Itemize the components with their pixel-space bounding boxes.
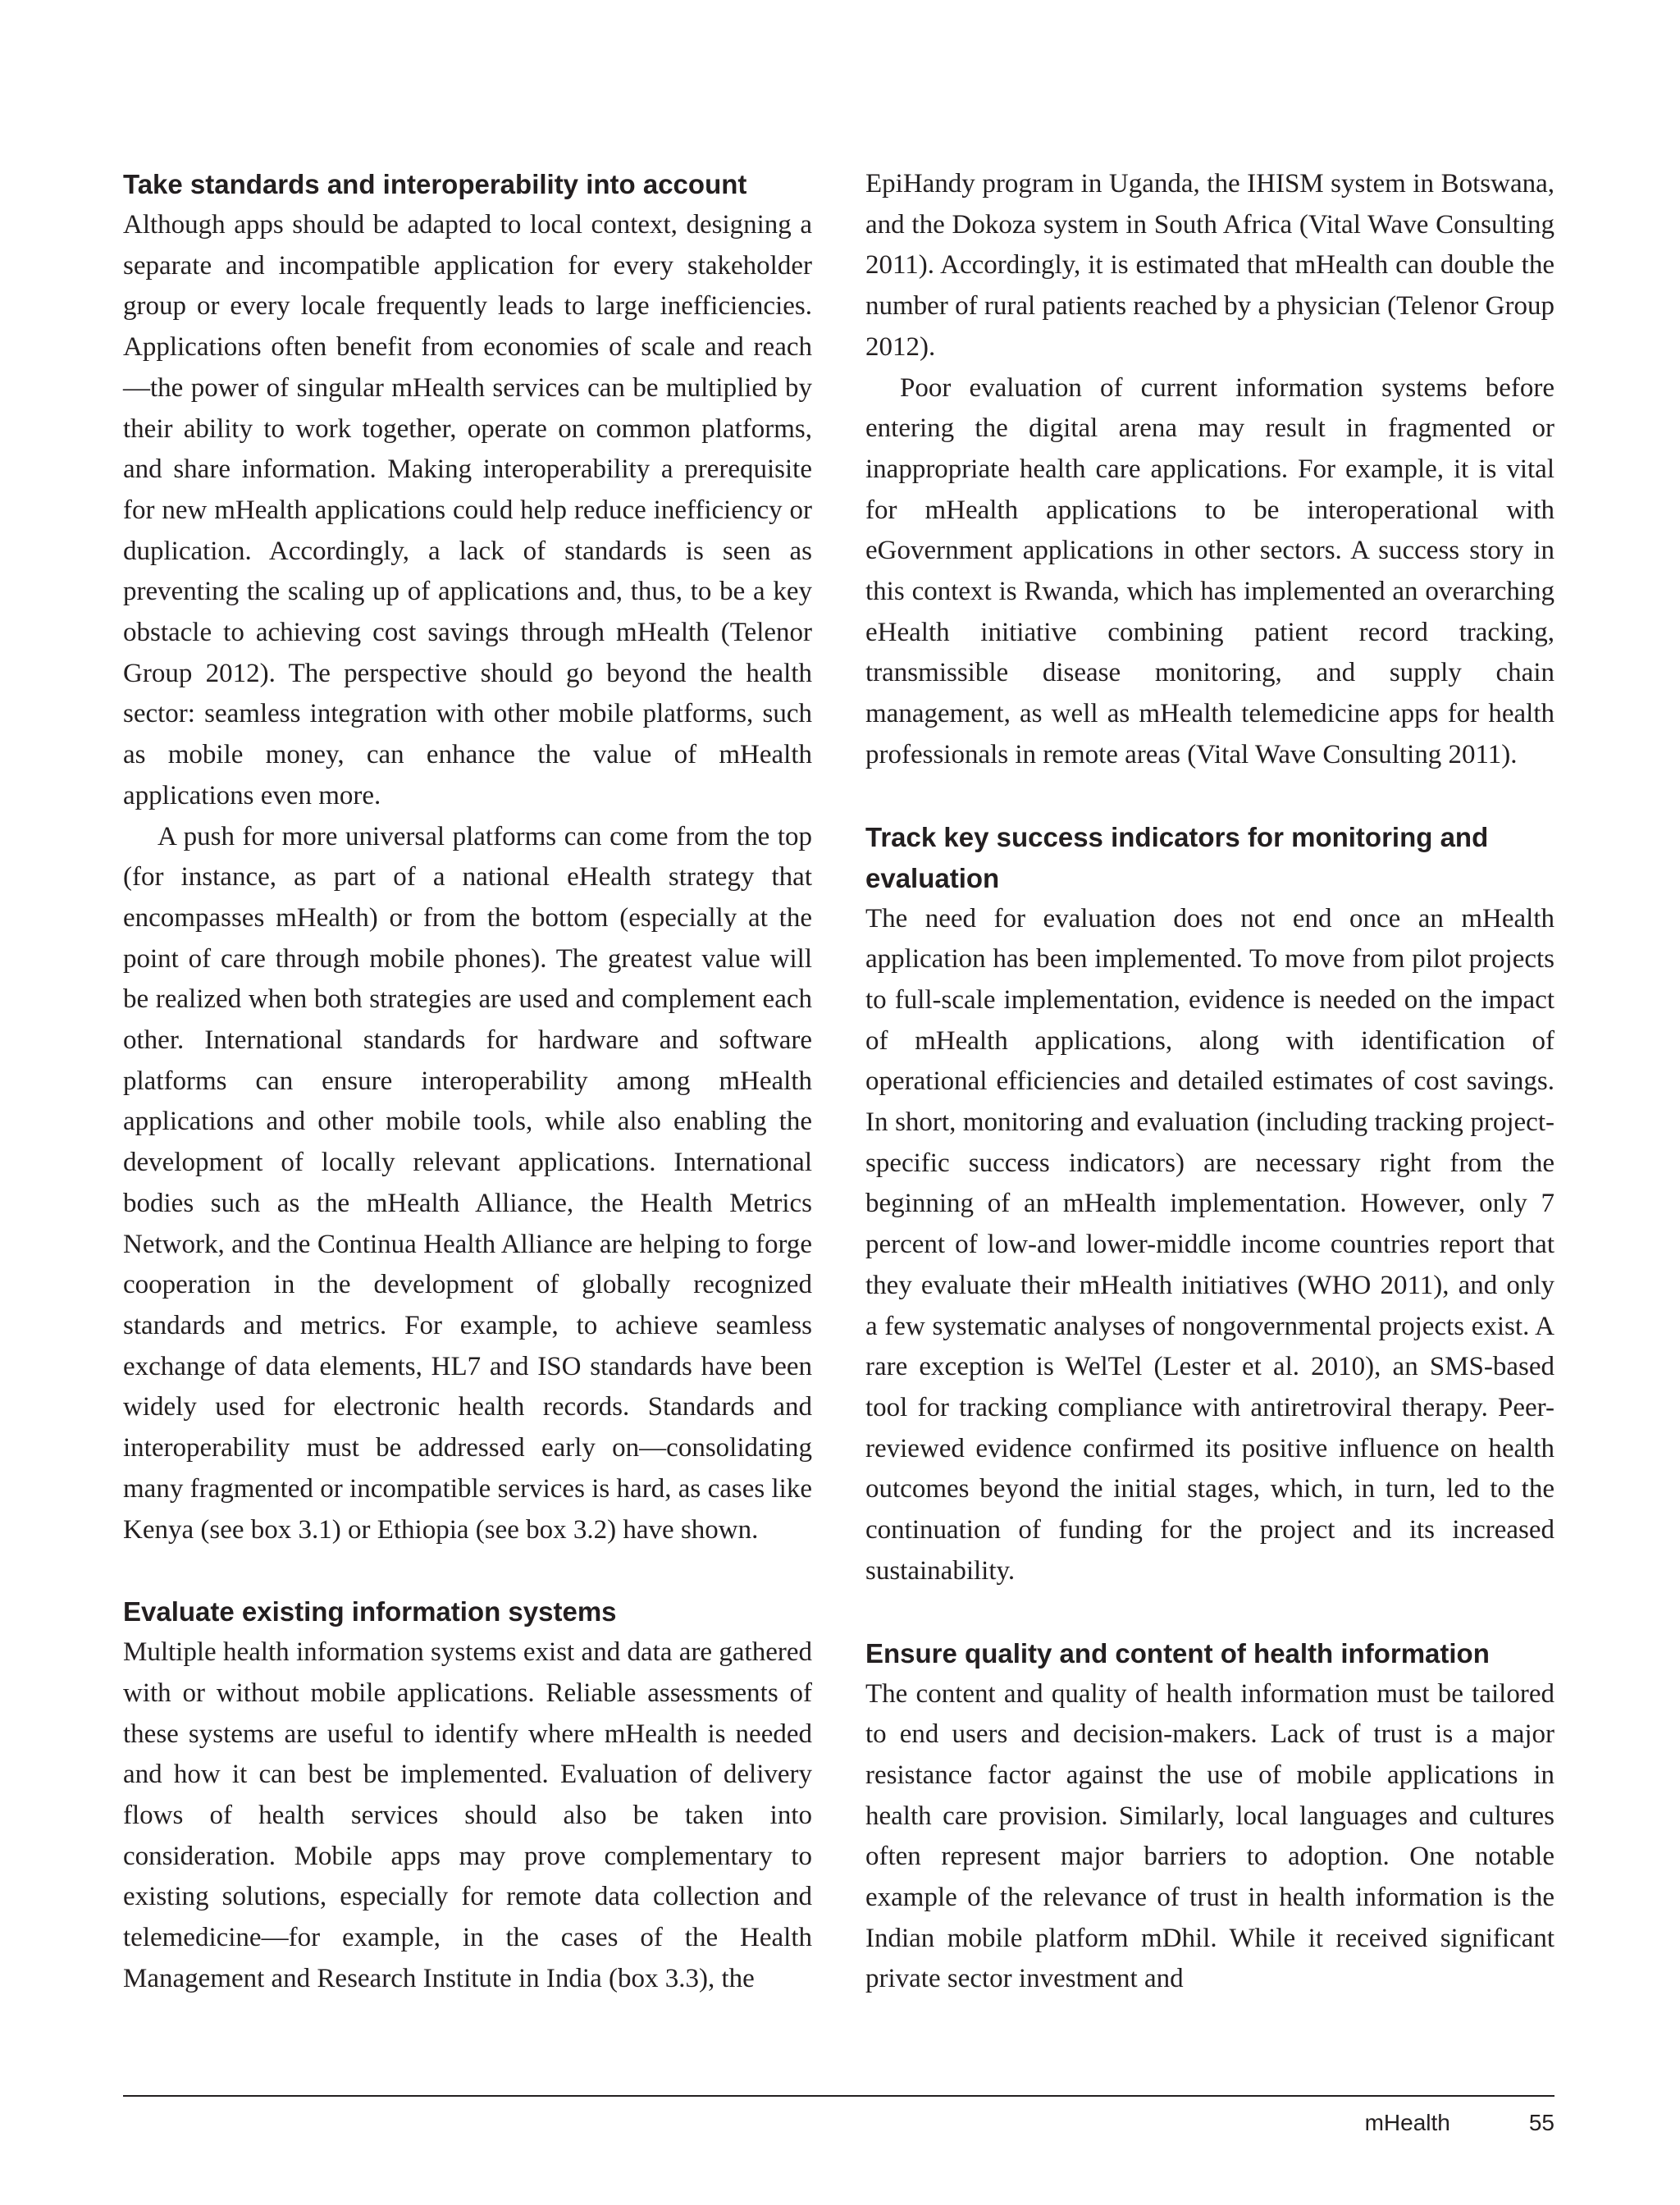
paragraph: A push for more universal platforms can come from the top (for instance, as part of a national eHealth strategy that encompasses mHealth) or from the bottom (especially at the point of care through mobile phones). The greatest value will be realized when both strategies are used and complement each other. International standards for hardware and software platforms can ensure interoperability among mHealth applications and other mobile tools, while also enabling the development of locally relevant applications. International bodies such as the mHealth Alliance, the Health Metrics Network, and the Continua Health Alliance are helping to forge cooperation in the development of globally recognized standards and metrics. For example, to achieve seamless exchange of data elements, HL7 and ISO standards have been widely used for electronic health records. Standards and interoperability must be addressed early on—consolidating many fragmented or incompatible services is hard, as cases like Kenya (see box 3.1) or Ethiopia (see box 3.2) have shown. (123, 821, 812, 1545)
running-title: mHealth (1364, 2110, 1450, 2135)
paragraph: Although apps should be adapted to local context, designing a separate and incompatible application for every stakeholder group or every locale frequently leads to large inefficiencies. Applications often benefit from economies of scale and reach—the power of singular mHealth services can be multiplied by their ability to work together, operate on common platforms, and share information. Making interoperability a prerequisite for new mHealth applications could help reduce inefficiency or duplication. Accordingly, a lack of standards is seen as preventing the scaling up of applications and, thus, to be a key obstacle to achieving cost savings through mHealth (Telenor Group 2012). The perspective should go beyond the health sector: seamless integration with other mobile platforms, such as mobile money, can enhance the value of mHealth applications even more. (123, 210, 812, 810)
paragraph: EpiHandy program in Uganda, the IHISM system in Botswana, and the Dokoza system in South Africa (Vital Wave Consulting 2011). Accordingly, it is estimated that mHealth can double the number of rural patients reached by a physician (Telenor Group 2012). (865, 169, 1554, 362)
right-column (865, 164, 1554, 2000)
paragraph: The need for evaluation does not end once an mHealth application has been implemented. To move from pilot projects to full-scale implementation, evidence is needed on the impact of mHealth applications, along with identification of operational efficiencies and detailed estimates of cost savings. In short, monitoring and evaluation (including tracking project-specific success indicators) are necessary right from the beginning of an mHealth implementation. However, only 7 percent of low-and lower-middle income countries report that they evaluate their mHealth initiatives (WHO 2011), and only a few systematic analyses of nongovernmental projects exist. A rare exception is WelTel (Lester et al. 2010), an SMS-based tool for tracking compliance with antiretroviral therapy. Peer-reviewed evidence confirmed its positive influence on health outcomes beyond the initial stages, which, in turn, led to the continuation of funding for the project and its increased sustainability. (865, 903, 1554, 1586)
paragraph: Poor evaluation of current information systems before entering the digital arena may result in fragmented or inappropriate health care applications. For example, it is vital for mHealth applications to be interoperational with eGovernment applications in other sectors. A success story in this context is Rwanda, which has implemented an overarching eHealth initiative combining patient record tracking, transmissible disease monitoring, and supply chain management, as well as mHealth telemedicine apps for health professionals in remote areas (Vital Wave Consulting 2011). (865, 372, 1554, 769)
paragraph: The content and quality of health information must be tailored to end users and decision-makers. Lack of trust is a major resistance factor against the use of mobile applications in health care provision. Similarly, local languages and cultures often represent major barriers to adoption. One notable example of the relevance of trust in health information is the Indian mobile platform mDhil. While it received significant private sector investment and (865, 1678, 1554, 1994)
section-heading-success-indicators: Track key success indicators for monitoring and evaluation (865, 821, 1489, 893)
footer-rule (123, 2095, 1554, 2097)
page-footer (1365, 2110, 1554, 2136)
page-number: 55 (1528, 2110, 1554, 2135)
section-heading-quality-content: Ensure quality and content of health information (865, 1637, 1490, 1669)
section-heading-evaluate-systems: Evaluate existing information systems (123, 1596, 617, 1628)
paragraph: Multiple health information systems exist and data are gathered with or without mobile applications. Reliable assessments of these systems are useful to identify where mHealth is needed and how it can best be implemented. Evaluation of delivery flows of health services should also be taken into consideration. Mobile apps may prove complementary to existing solutions, especially for remote data collection and telemedicine—for example, in the cases of the Health Management and Research Institute in India (box 3.3), the (123, 1637, 812, 1993)
section-heading-standards: Take standards and interoperability into account (123, 169, 747, 199)
left-column (123, 164, 812, 2000)
